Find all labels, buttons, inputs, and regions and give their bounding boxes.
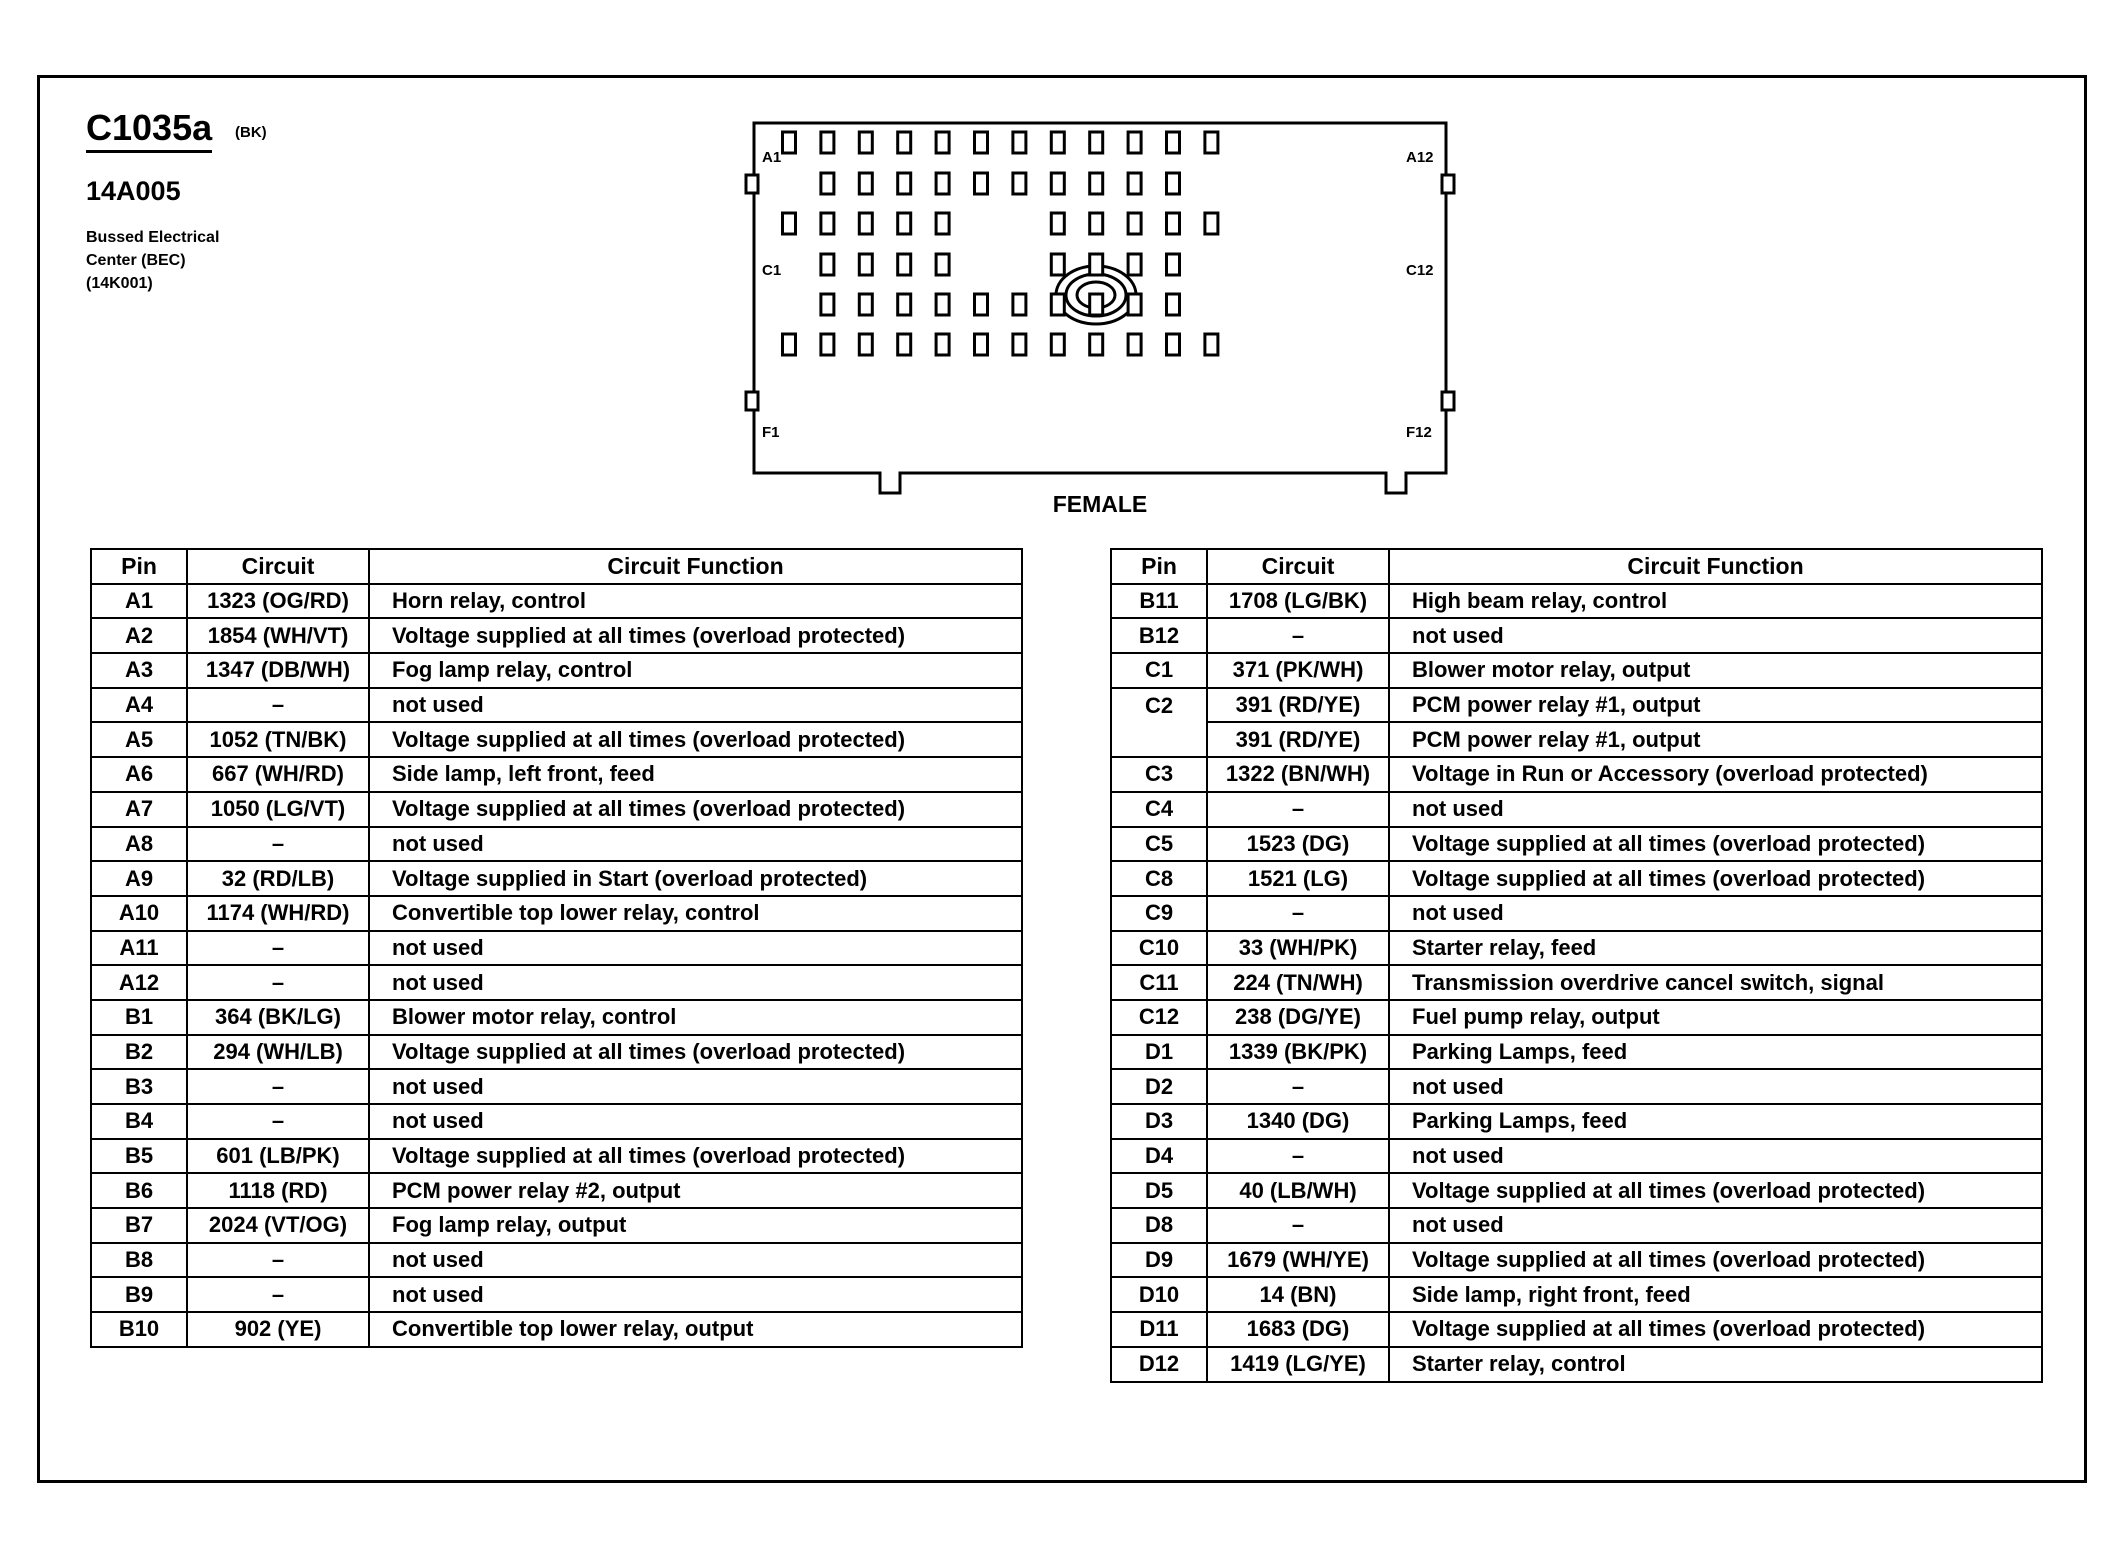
pin-cavity bbox=[821, 254, 834, 275]
connector-description bbox=[86, 226, 219, 295]
circuit-column-header: Circuit bbox=[187, 549, 369, 584]
pin-cavity bbox=[859, 294, 872, 315]
pin-cavity bbox=[821, 173, 834, 194]
circuit-cell: 1854 (WH/VT) bbox=[187, 618, 369, 653]
pin-cell: D9 bbox=[1111, 1243, 1207, 1278]
pin-cavity bbox=[1090, 334, 1103, 355]
circuit-cell: 1708 (LG/BK) bbox=[1207, 584, 1389, 619]
table-row bbox=[1111, 618, 2042, 653]
locking-tab bbox=[1442, 175, 1454, 193]
function-cell: Voltage supplied at all times (overload protected) bbox=[369, 722, 1022, 757]
pin-cell: B7 bbox=[91, 1208, 187, 1243]
function-cell: Side lamp, left front, feed bbox=[369, 757, 1022, 792]
pin-cavity bbox=[1013, 334, 1026, 355]
circuit-cell: 1050 (LG/VT) bbox=[187, 792, 369, 827]
pin-cavity bbox=[1051, 254, 1064, 275]
table-row bbox=[91, 688, 1022, 723]
table-header-row bbox=[91, 549, 1022, 584]
pin-cell: A11 bbox=[91, 931, 187, 966]
pin-cavity bbox=[1167, 213, 1180, 234]
locking-tab bbox=[746, 175, 758, 193]
table-row bbox=[1111, 584, 2042, 619]
locking-tab bbox=[746, 392, 758, 410]
connector-color: (BK) bbox=[235, 124, 267, 141]
function-cell: Convertible top lower relay, control bbox=[369, 896, 1022, 931]
pin-cell: A7 bbox=[91, 792, 187, 827]
corner-label-c1: C1 bbox=[762, 262, 782, 279]
table-row bbox=[91, 584, 1022, 619]
circuit-cell: 1340 (DG) bbox=[1207, 1104, 1389, 1139]
pin-cell: C1 bbox=[1111, 653, 1207, 688]
table-row bbox=[1111, 1312, 2042, 1347]
pin-cavity bbox=[1051, 334, 1064, 355]
pin-cavity bbox=[1051, 213, 1064, 234]
table-row bbox=[91, 965, 1022, 1000]
pin-cell: B4 bbox=[91, 1104, 187, 1139]
pin-cavity bbox=[1051, 294, 1064, 315]
pinout-table-left bbox=[90, 548, 1023, 1348]
circuit-cell: 371 (PK/WH) bbox=[1207, 653, 1389, 688]
table-row bbox=[91, 1243, 1022, 1278]
circuit-cell: 1679 (WH/YE) bbox=[1207, 1243, 1389, 1278]
table-row bbox=[1111, 1347, 2042, 1382]
pin-cavity bbox=[1090, 173, 1103, 194]
table-row bbox=[91, 1069, 1022, 1104]
pin-cavity bbox=[859, 132, 872, 153]
function-cell: not used bbox=[1389, 1208, 2042, 1243]
pin-cavity bbox=[936, 334, 949, 355]
circuit-cell: – bbox=[187, 1104, 369, 1139]
pin-cavity bbox=[898, 213, 911, 234]
circuit-cell: 2024 (VT/OG) bbox=[187, 1208, 369, 1243]
circuit-cell: 1323 (OG/RD) bbox=[187, 584, 369, 619]
table-row bbox=[1111, 896, 2042, 931]
pin-cell: B5 bbox=[91, 1139, 187, 1174]
function-cell: not used bbox=[1389, 896, 2042, 931]
function-cell: Voltage supplied at all times (overload protected) bbox=[369, 792, 1022, 827]
pin-cavities bbox=[783, 132, 1218, 355]
pin-cavity bbox=[1167, 173, 1180, 194]
pin-cell: A5 bbox=[91, 722, 187, 757]
table-row bbox=[91, 896, 1022, 931]
circuit-cell: – bbox=[187, 1243, 369, 1278]
function-cell: not used bbox=[1389, 792, 2042, 827]
pin-cavity bbox=[1090, 132, 1103, 153]
circuit-cell: 1118 (RD) bbox=[187, 1173, 369, 1208]
pin-cell: B6 bbox=[91, 1173, 187, 1208]
circuit-cell: – bbox=[187, 1277, 369, 1312]
circuit-cell: 391 (RD/YE) bbox=[1207, 722, 1389, 757]
pin-cell: C8 bbox=[1111, 861, 1207, 896]
table-row bbox=[1111, 827, 2042, 862]
pin-cavity bbox=[821, 294, 834, 315]
pin-cell: A9 bbox=[91, 861, 187, 896]
function-cell: not used bbox=[369, 827, 1022, 862]
pin-cell: B3 bbox=[91, 1069, 187, 1104]
circuit-cell: 902 (YE) bbox=[187, 1312, 369, 1347]
table-row bbox=[1111, 1000, 2042, 1035]
circuit-cell: – bbox=[1207, 792, 1389, 827]
function-cell: Starter relay, control bbox=[1389, 1347, 2042, 1382]
circuit-cell: – bbox=[1207, 1069, 1389, 1104]
pin-cavity bbox=[936, 173, 949, 194]
circuit-cell: 32 (RD/LB) bbox=[187, 861, 369, 896]
function-cell: Voltage supplied at all times (overload protected) bbox=[369, 1139, 1022, 1174]
circuit-cell: 1339 (BK/PK) bbox=[1207, 1035, 1389, 1070]
function-column-header: Circuit Function bbox=[369, 549, 1022, 584]
pin-cell: A6 bbox=[91, 757, 187, 792]
table-row bbox=[1111, 722, 2042, 757]
pin-cavity bbox=[975, 173, 988, 194]
pin-cell: C12 bbox=[1111, 1000, 1207, 1035]
function-cell: Horn relay, control bbox=[369, 584, 1022, 619]
circuit-cell: – bbox=[1207, 1139, 1389, 1174]
circuit-cell: 238 (DG/YE) bbox=[1207, 1000, 1389, 1035]
pin-cavity bbox=[859, 254, 872, 275]
pin-cell: C4 bbox=[1111, 792, 1207, 827]
pin-cavity bbox=[821, 334, 834, 355]
part-number: 14A005 bbox=[86, 176, 181, 206]
circuit-cell: 1052 (TN/BK) bbox=[187, 722, 369, 757]
pin-cell: B10 bbox=[91, 1312, 187, 1347]
pin-cell: C9 bbox=[1111, 896, 1207, 931]
pin-cavity bbox=[936, 294, 949, 315]
function-cell: Voltage in Run or Accessory (overload protected) bbox=[1389, 757, 2042, 792]
pin-column-header: Pin bbox=[91, 549, 187, 584]
circuit-cell: 1347 (DB/WH) bbox=[187, 653, 369, 688]
pin-cavity bbox=[936, 254, 949, 275]
pin-cavity bbox=[1013, 294, 1026, 315]
pin-cell: D1 bbox=[1111, 1035, 1207, 1070]
corner-label-f12: F12 bbox=[1406, 424, 1432, 441]
function-cell: Voltage supplied at all times (overload protected) bbox=[369, 1035, 1022, 1070]
function-column-header: Circuit Function bbox=[1389, 549, 2042, 584]
table-row bbox=[91, 827, 1022, 862]
pin-cell: B8 bbox=[91, 1243, 187, 1278]
corner-label-a12: A12 bbox=[1406, 149, 1434, 166]
table-row bbox=[91, 1277, 1022, 1312]
pin-cavity bbox=[898, 294, 911, 315]
circuit-cell: – bbox=[1207, 618, 1389, 653]
function-cell: Fog lamp relay, control bbox=[369, 653, 1022, 688]
function-cell: Blower motor relay, output bbox=[1389, 653, 2042, 688]
function-cell: Parking Lamps, feed bbox=[1389, 1035, 2042, 1070]
function-cell: not used bbox=[369, 965, 1022, 1000]
circuit-cell: – bbox=[187, 931, 369, 966]
pin-cavity bbox=[1205, 132, 1218, 153]
function-cell: not used bbox=[369, 688, 1022, 723]
pin-cell: C3 bbox=[1111, 757, 1207, 792]
table-row bbox=[1111, 757, 2042, 792]
function-cell: Fog lamp relay, output bbox=[369, 1208, 1022, 1243]
table-row bbox=[91, 1208, 1022, 1243]
pin-cavity bbox=[1205, 334, 1218, 355]
circuit-column-header: Circuit bbox=[1207, 549, 1389, 584]
function-cell: PCM power relay #1, output bbox=[1389, 722, 2042, 757]
table-row bbox=[1111, 1139, 2042, 1174]
connector-id: C1035a bbox=[86, 108, 212, 153]
function-cell: Fuel pump relay, output bbox=[1389, 1000, 2042, 1035]
pin-cell: C5 bbox=[1111, 827, 1207, 862]
pin-cavity bbox=[859, 173, 872, 194]
function-cell: Convertible top lower relay, output bbox=[369, 1312, 1022, 1347]
table-row bbox=[91, 861, 1022, 896]
table-row bbox=[91, 1104, 1022, 1139]
function-cell: High beam relay, control bbox=[1389, 584, 2042, 619]
description-line: Center (BEC) bbox=[86, 252, 186, 269]
circuit-cell: 14 (BN) bbox=[1207, 1277, 1389, 1312]
pin-cavity bbox=[859, 213, 872, 234]
pin-cavity bbox=[1167, 334, 1180, 355]
pin-cavity bbox=[821, 213, 834, 234]
table-row bbox=[1111, 861, 2042, 896]
pin-cavity bbox=[975, 132, 988, 153]
pin-cell bbox=[1111, 722, 1207, 757]
pin-cavity bbox=[1167, 132, 1180, 153]
table-header-row bbox=[1111, 549, 2042, 584]
function-cell: not used bbox=[369, 1277, 1022, 1312]
locking-tab bbox=[1442, 392, 1454, 410]
pin-cavity bbox=[898, 132, 911, 153]
function-cell: Voltage supplied at all times (overload protected) bbox=[1389, 861, 2042, 896]
function-cell: Side lamp, right front, feed bbox=[1389, 1277, 2042, 1312]
pin-cavity bbox=[1128, 132, 1141, 153]
table-row bbox=[91, 618, 1022, 653]
circuit-cell: – bbox=[187, 827, 369, 862]
pin-cavity bbox=[936, 213, 949, 234]
circuit-cell: 364 (BK/LG) bbox=[187, 1000, 369, 1035]
function-cell: Parking Lamps, feed bbox=[1389, 1104, 2042, 1139]
pin-column-header: Pin bbox=[1111, 549, 1207, 584]
pin-cavity bbox=[1167, 294, 1180, 315]
pin-cell: B2 bbox=[91, 1035, 187, 1070]
table-row bbox=[91, 1000, 1022, 1035]
table-row bbox=[91, 1035, 1022, 1070]
pin-cell: D12 bbox=[1111, 1347, 1207, 1382]
pin-cavity bbox=[1128, 173, 1141, 194]
table-row bbox=[1111, 1243, 2042, 1278]
function-cell: not used bbox=[369, 1243, 1022, 1278]
pin-cell: B9 bbox=[91, 1277, 187, 1312]
circuit-cell: – bbox=[187, 965, 369, 1000]
pin-cavity bbox=[898, 334, 911, 355]
corner-label-a1: A1 bbox=[762, 149, 782, 166]
pinout-table-right bbox=[1110, 548, 2043, 1383]
function-cell: Voltage supplied at all times (overload protected) bbox=[369, 618, 1022, 653]
pin-cavity bbox=[1128, 213, 1141, 234]
pin-cavity bbox=[898, 254, 911, 275]
circuit-cell: 1521 (LG) bbox=[1207, 861, 1389, 896]
table-row bbox=[1111, 965, 2042, 1000]
pin-cell: A3 bbox=[91, 653, 187, 688]
pin-cavity bbox=[936, 132, 949, 153]
pin-cell: D5 bbox=[1111, 1173, 1207, 1208]
pin-cavity bbox=[1167, 254, 1180, 275]
pin-cavity bbox=[783, 132, 796, 153]
function-cell: Voltage supplied at all times (overload protected) bbox=[1389, 1312, 2042, 1347]
pin-cell: B1 bbox=[91, 1000, 187, 1035]
circuit-cell: 224 (TN/WH) bbox=[1207, 965, 1389, 1000]
description-line: (14K001) bbox=[86, 275, 153, 292]
pin-cell: B12 bbox=[1111, 618, 1207, 653]
circuit-cell: 601 (LB/PK) bbox=[187, 1139, 369, 1174]
function-cell: Blower motor relay, control bbox=[369, 1000, 1022, 1035]
table-row bbox=[91, 792, 1022, 827]
function-cell: Voltage supplied at all times (overload protected) bbox=[1389, 1243, 2042, 1278]
circuit-cell: 1523 (DG) bbox=[1207, 827, 1389, 862]
table-row bbox=[91, 653, 1022, 688]
pin-cell: C10 bbox=[1111, 931, 1207, 966]
pin-cavity bbox=[1013, 173, 1026, 194]
table-row bbox=[1111, 1277, 2042, 1312]
table-row bbox=[1111, 1208, 2042, 1243]
pin-cavity bbox=[1090, 294, 1103, 315]
description-line: Bussed Electrical bbox=[86, 229, 220, 246]
function-cell: PCM power relay #1, output bbox=[1389, 688, 2042, 723]
function-cell: PCM power relay #2, output bbox=[369, 1173, 1022, 1208]
circuit-cell: 40 (LB/WH) bbox=[1207, 1173, 1389, 1208]
circuit-cell: 391 (RD/YE) bbox=[1207, 688, 1389, 723]
pin-cavity bbox=[975, 294, 988, 315]
pin-cavity bbox=[1013, 132, 1026, 153]
function-cell: not used bbox=[1389, 1139, 2042, 1174]
circuit-cell: 1174 (WH/RD) bbox=[187, 896, 369, 931]
pin-cell: D3 bbox=[1111, 1104, 1207, 1139]
pin-cell: A8 bbox=[91, 827, 187, 862]
pin-cell: A10 bbox=[91, 896, 187, 931]
pin-cavity bbox=[1090, 254, 1103, 275]
circuit-cell: 667 (WH/RD) bbox=[187, 757, 369, 792]
pin-cell: D11 bbox=[1111, 1312, 1207, 1347]
function-cell: not used bbox=[1389, 1069, 2042, 1104]
pin-cell: D8 bbox=[1111, 1208, 1207, 1243]
table-row bbox=[1111, 1069, 2042, 1104]
circuit-cell: 1683 (DG) bbox=[1207, 1312, 1389, 1347]
pin-cell: D2 bbox=[1111, 1069, 1207, 1104]
table-row bbox=[91, 1139, 1022, 1174]
gender-label: FEMALE bbox=[1052, 491, 1148, 517]
pin-cavity bbox=[1128, 334, 1141, 355]
table-row bbox=[1111, 688, 2042, 723]
pin-cavity bbox=[1128, 254, 1141, 275]
connector-face-diagram bbox=[740, 115, 1460, 495]
circuit-cell: – bbox=[187, 1069, 369, 1104]
table-row bbox=[91, 722, 1022, 757]
pin-cavity bbox=[783, 213, 796, 234]
pin-cavity bbox=[1051, 132, 1064, 153]
circuit-cell: – bbox=[187, 688, 369, 723]
circuit-cell: – bbox=[1207, 1208, 1389, 1243]
pin-cavity bbox=[821, 132, 834, 153]
pin-cavity bbox=[859, 334, 872, 355]
function-cell: not used bbox=[369, 1104, 1022, 1139]
table-row bbox=[1111, 931, 2042, 966]
pin-cell: D10 bbox=[1111, 1277, 1207, 1312]
table-row bbox=[1111, 653, 2042, 688]
pin-cell: A4 bbox=[91, 688, 187, 723]
pin-cell: A12 bbox=[91, 965, 187, 1000]
pin-cavity bbox=[1128, 294, 1141, 315]
pin-cavity bbox=[1205, 213, 1218, 234]
pin-cell: B11 bbox=[1111, 584, 1207, 619]
corner-label-f1: F1 bbox=[762, 424, 780, 441]
table-row bbox=[91, 757, 1022, 792]
function-cell: Voltage supplied at all times (overload protected) bbox=[1389, 827, 2042, 862]
table-row bbox=[1111, 1104, 2042, 1139]
function-cell: not used bbox=[1389, 618, 2042, 653]
circuit-cell: 1419 (LG/YE) bbox=[1207, 1347, 1389, 1382]
circuit-cell: 1322 (BN/WH) bbox=[1207, 757, 1389, 792]
circuit-cell: 294 (WH/LB) bbox=[187, 1035, 369, 1070]
function-cell: Starter relay, feed bbox=[1389, 931, 2042, 966]
function-cell: not used bbox=[369, 1069, 1022, 1104]
pin-cavity bbox=[783, 334, 796, 355]
table-row bbox=[91, 931, 1022, 966]
table-row bbox=[1111, 1035, 2042, 1070]
function-cell: not used bbox=[369, 931, 1022, 966]
pin-cavity bbox=[975, 334, 988, 355]
function-cell: Transmission overdrive cancel switch, signal bbox=[1389, 965, 2042, 1000]
pin-cavity bbox=[1090, 213, 1103, 234]
table-row bbox=[91, 1173, 1022, 1208]
corner-label-c12: C12 bbox=[1406, 262, 1434, 279]
table-row bbox=[91, 1312, 1022, 1347]
pin-cell: A2 bbox=[91, 618, 187, 653]
pin-cell: D4 bbox=[1111, 1139, 1207, 1174]
pin-cell: C11 bbox=[1111, 965, 1207, 1000]
pin-cell: A1 bbox=[91, 584, 187, 619]
circuit-cell: 33 (WH/PK) bbox=[1207, 931, 1389, 966]
table-row bbox=[1111, 792, 2042, 827]
function-cell: Voltage supplied in Start (overload protected) bbox=[369, 861, 1022, 896]
circuit-cell: – bbox=[1207, 896, 1389, 931]
pin-cavity bbox=[898, 173, 911, 194]
pin-cell: C2 bbox=[1111, 688, 1207, 723]
table-row bbox=[1111, 1173, 2042, 1208]
pin-cavity bbox=[1051, 173, 1064, 194]
function-cell: Voltage supplied at all times (overload protected) bbox=[1389, 1173, 2042, 1208]
